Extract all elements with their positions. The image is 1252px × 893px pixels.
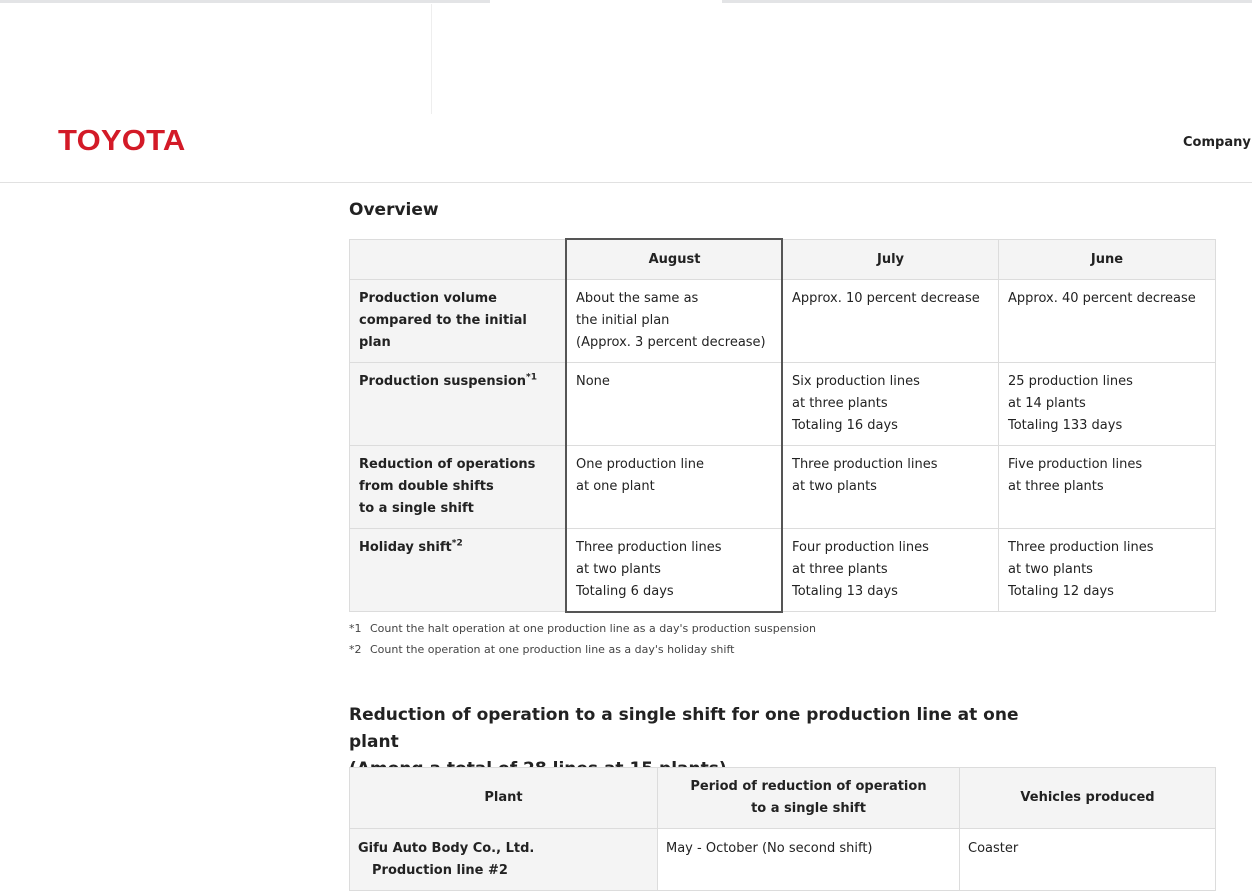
- row-header-label: Holiday shift: [359, 540, 452, 555]
- cell-text: Coaster: [968, 841, 1019, 856]
- cell-text: Three production lines at two plants Totaling 12 days: [1008, 540, 1154, 599]
- table-cell: [783, 363, 999, 446]
- cell-text: Three production lines at two plants Totaling 6 days: [576, 540, 722, 599]
- plant-table: [349, 767, 1216, 891]
- overview-title: Overview: [349, 200, 439, 220]
- footnote-mark: *2: [451, 538, 463, 549]
- column-header-july: July: [783, 240, 999, 280]
- overview-table: [349, 239, 1216, 612]
- table-cell: [999, 363, 1216, 446]
- row-header-label: Production suspension: [359, 374, 527, 389]
- table-cell: [999, 280, 1216, 363]
- column-header-period: [658, 768, 960, 829]
- blank-overlay: [0, 4, 432, 114]
- table-cell: [999, 529, 1216, 612]
- table-row: [350, 529, 1216, 612]
- table-cell: [999, 446, 1216, 529]
- table-cell: [960, 829, 1216, 891]
- cell-text: 25 production lines at 14 plants Totaling 133 days: [1008, 374, 1133, 433]
- table-cell: [783, 280, 999, 363]
- cell-text: Three production lines at two plants: [792, 457, 938, 494]
- footnote-1: [349, 622, 816, 635]
- plant-line: Production line #2: [372, 863, 508, 878]
- row-header: [350, 363, 567, 446]
- cell-text: Four production lines at three plants Totaling 13 days: [792, 540, 929, 599]
- cell-text: About the same as the initial plan (Approx. 3 percent decrease): [576, 291, 766, 350]
- column-header-june: June: [999, 240, 1216, 280]
- table-row: [350, 280, 1216, 363]
- table-row: [350, 363, 1216, 446]
- cell-text: Approx. 10 percent decrease: [792, 291, 980, 306]
- cell-text: May - October (No second shift): [666, 841, 873, 856]
- cell-text: None: [576, 374, 610, 389]
- column-header-plant: [350, 768, 658, 829]
- column-header-vehicles: [960, 768, 1216, 829]
- column-header-label: Period of reduction of operation to a single shift: [690, 779, 927, 816]
- cell-text: Six production lines at three plants Totaling 16 days: [792, 374, 920, 433]
- footnote-text: Count the halt operation at one production line as a day's production suspension: [370, 622, 816, 635]
- footnote-mark: *1: [349, 622, 362, 635]
- row-header: [350, 446, 567, 529]
- table-cell: [658, 829, 960, 891]
- row-header-label: Production volume compared to the initial plan: [359, 291, 527, 350]
- table-cell: [567, 363, 783, 446]
- table-cell: [567, 529, 783, 612]
- reduction-title-line1: Reduction of operation to a single shift for one production line at one plant: [349, 705, 1019, 752]
- plant-header-row: [350, 768, 1216, 829]
- overview-header-row: [350, 240, 1216, 280]
- table-cell: [783, 529, 999, 612]
- table-row: [350, 446, 1216, 529]
- column-header-label: Vehicles produced: [1020, 790, 1155, 805]
- plant-name: Gifu Auto Body Co., Ltd.: [358, 841, 535, 856]
- tab-strip-right: [722, 0, 1252, 3]
- row-header: [350, 280, 567, 363]
- footnote-2: [349, 643, 734, 656]
- footnote-mark: *2: [349, 643, 362, 656]
- footnote-mark: *1: [526, 372, 537, 383]
- table-cell: [567, 446, 783, 529]
- nav-company-link[interactable]: Company: [1183, 135, 1251, 150]
- row-header-label: Reduction of operations from double shifts to a single shift: [359, 457, 536, 516]
- row-header: [350, 829, 658, 891]
- cell-text: One production line at one plant: [576, 457, 705, 494]
- table-cell: [783, 446, 999, 529]
- table-cell: [567, 280, 783, 363]
- cell-text: Five production lines at three plants: [1008, 457, 1143, 494]
- table-row: [350, 829, 1216, 891]
- footnote-text: Count the operation at one production line as a day's holiday shift: [370, 643, 735, 656]
- row-header: [350, 529, 567, 612]
- toyota-logo[interactable]: TOYOTA: [58, 124, 186, 157]
- cell-text: Approx. 40 percent decrease: [1008, 291, 1196, 306]
- column-header-label: Plant: [484, 790, 523, 805]
- overview-corner-cell: [350, 240, 567, 280]
- column-header-august: August: [567, 240, 783, 280]
- tab-strip-left: [0, 0, 490, 3]
